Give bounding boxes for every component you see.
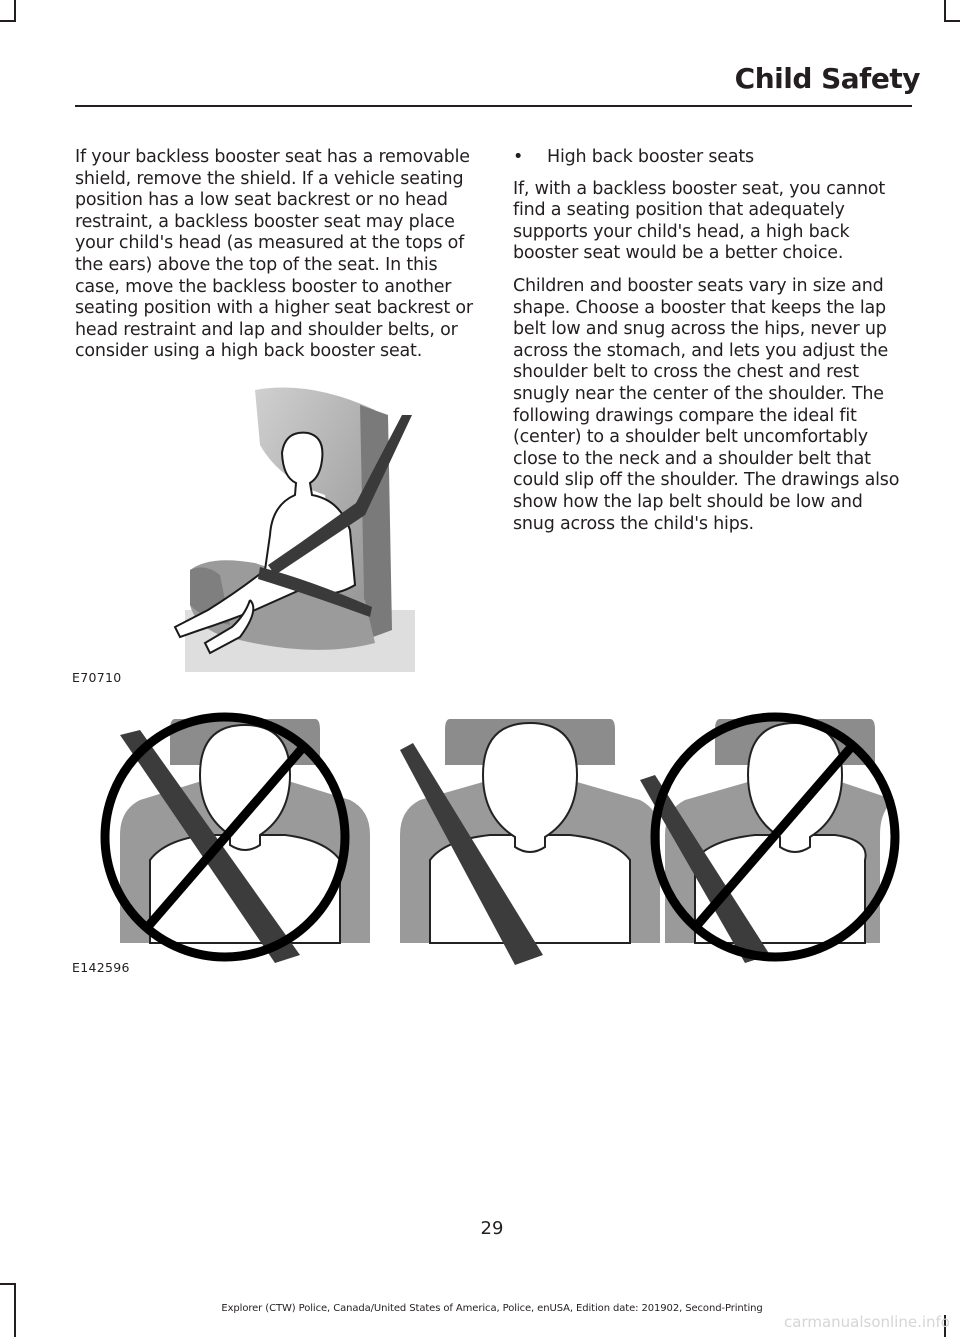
- crop-mark-top-right: [944, 20, 960, 22]
- page-number: 29: [480, 1218, 504, 1239]
- bullet-marker: •: [513, 147, 524, 167]
- belt-too-close-to-neck-panel: [105, 717, 370, 963]
- belt-correct-fit-panel: [400, 719, 660, 965]
- figure-code-booster: E70710: [72, 670, 122, 685]
- left-column: [75, 147, 477, 374]
- high-back-paragraph: If, with a backless booster seat, you cannot find a seating position that adequately supports your child's head, a high back booster seat would be a better choice.: [513, 178, 886, 264]
- backless-booster-paragraph: If your backless booster seat has a removable shield, remove the shield. If a vehicle seating position has a low seat backrest or no head restraint, a backless booster seat may place your child's head (as measured at the tops of the ears) above the top of the seat. In this case, move the backless booster to another seating position with a higher seat backrest or head restraint and lap and shoulder belts, or consider using a high back booster seat.: [75, 147, 473, 362]
- section-title: Child Safety: [734, 62, 920, 95]
- booster-seat-illustration: [160, 385, 420, 680]
- belt-fit-paragraph: Children and booster seats vary in size and shape. Choose a booster that keeps the lap belt low and snug across the hips, never up across the stomach, and lets you adjust the shoulder belt to cross the chest and rest snugly near the center of the shoulder. The following drawings compare the ideal fit (center) to a shoulder belt uncomfortably close to the neck and a shoulder belt that could slip off the shoulder. The drawings also show how the lap belt should be low and snug across the child's hips.: [513, 275, 900, 534]
- crop-mark-top-left: [0, 20, 16, 22]
- bullet-item: [513, 147, 909, 169]
- belt-fit-comparison-illustration: [95, 705, 905, 970]
- edition-footer: Explorer (CTW) Police, Canada/United States of America, Police, enUSA, Edition date: 201902, Second-Printing: [221, 1303, 763, 1314]
- bullet-text: High back booster seats: [547, 147, 754, 167]
- right-column: [513, 147, 909, 546]
- watermark: carmanualsonline.info: [784, 1313, 950, 1331]
- figure-code-belt-fit: E142596: [72, 960, 130, 975]
- crop-mark-top-right: [944, 0, 946, 22]
- title-rule: [75, 105, 912, 107]
- crop-mark-top-left: [14, 0, 16, 22]
- belt-off-shoulder-panel: [640, 717, 895, 963]
- crop-mark-bottom-left: [0, 1283, 16, 1285]
